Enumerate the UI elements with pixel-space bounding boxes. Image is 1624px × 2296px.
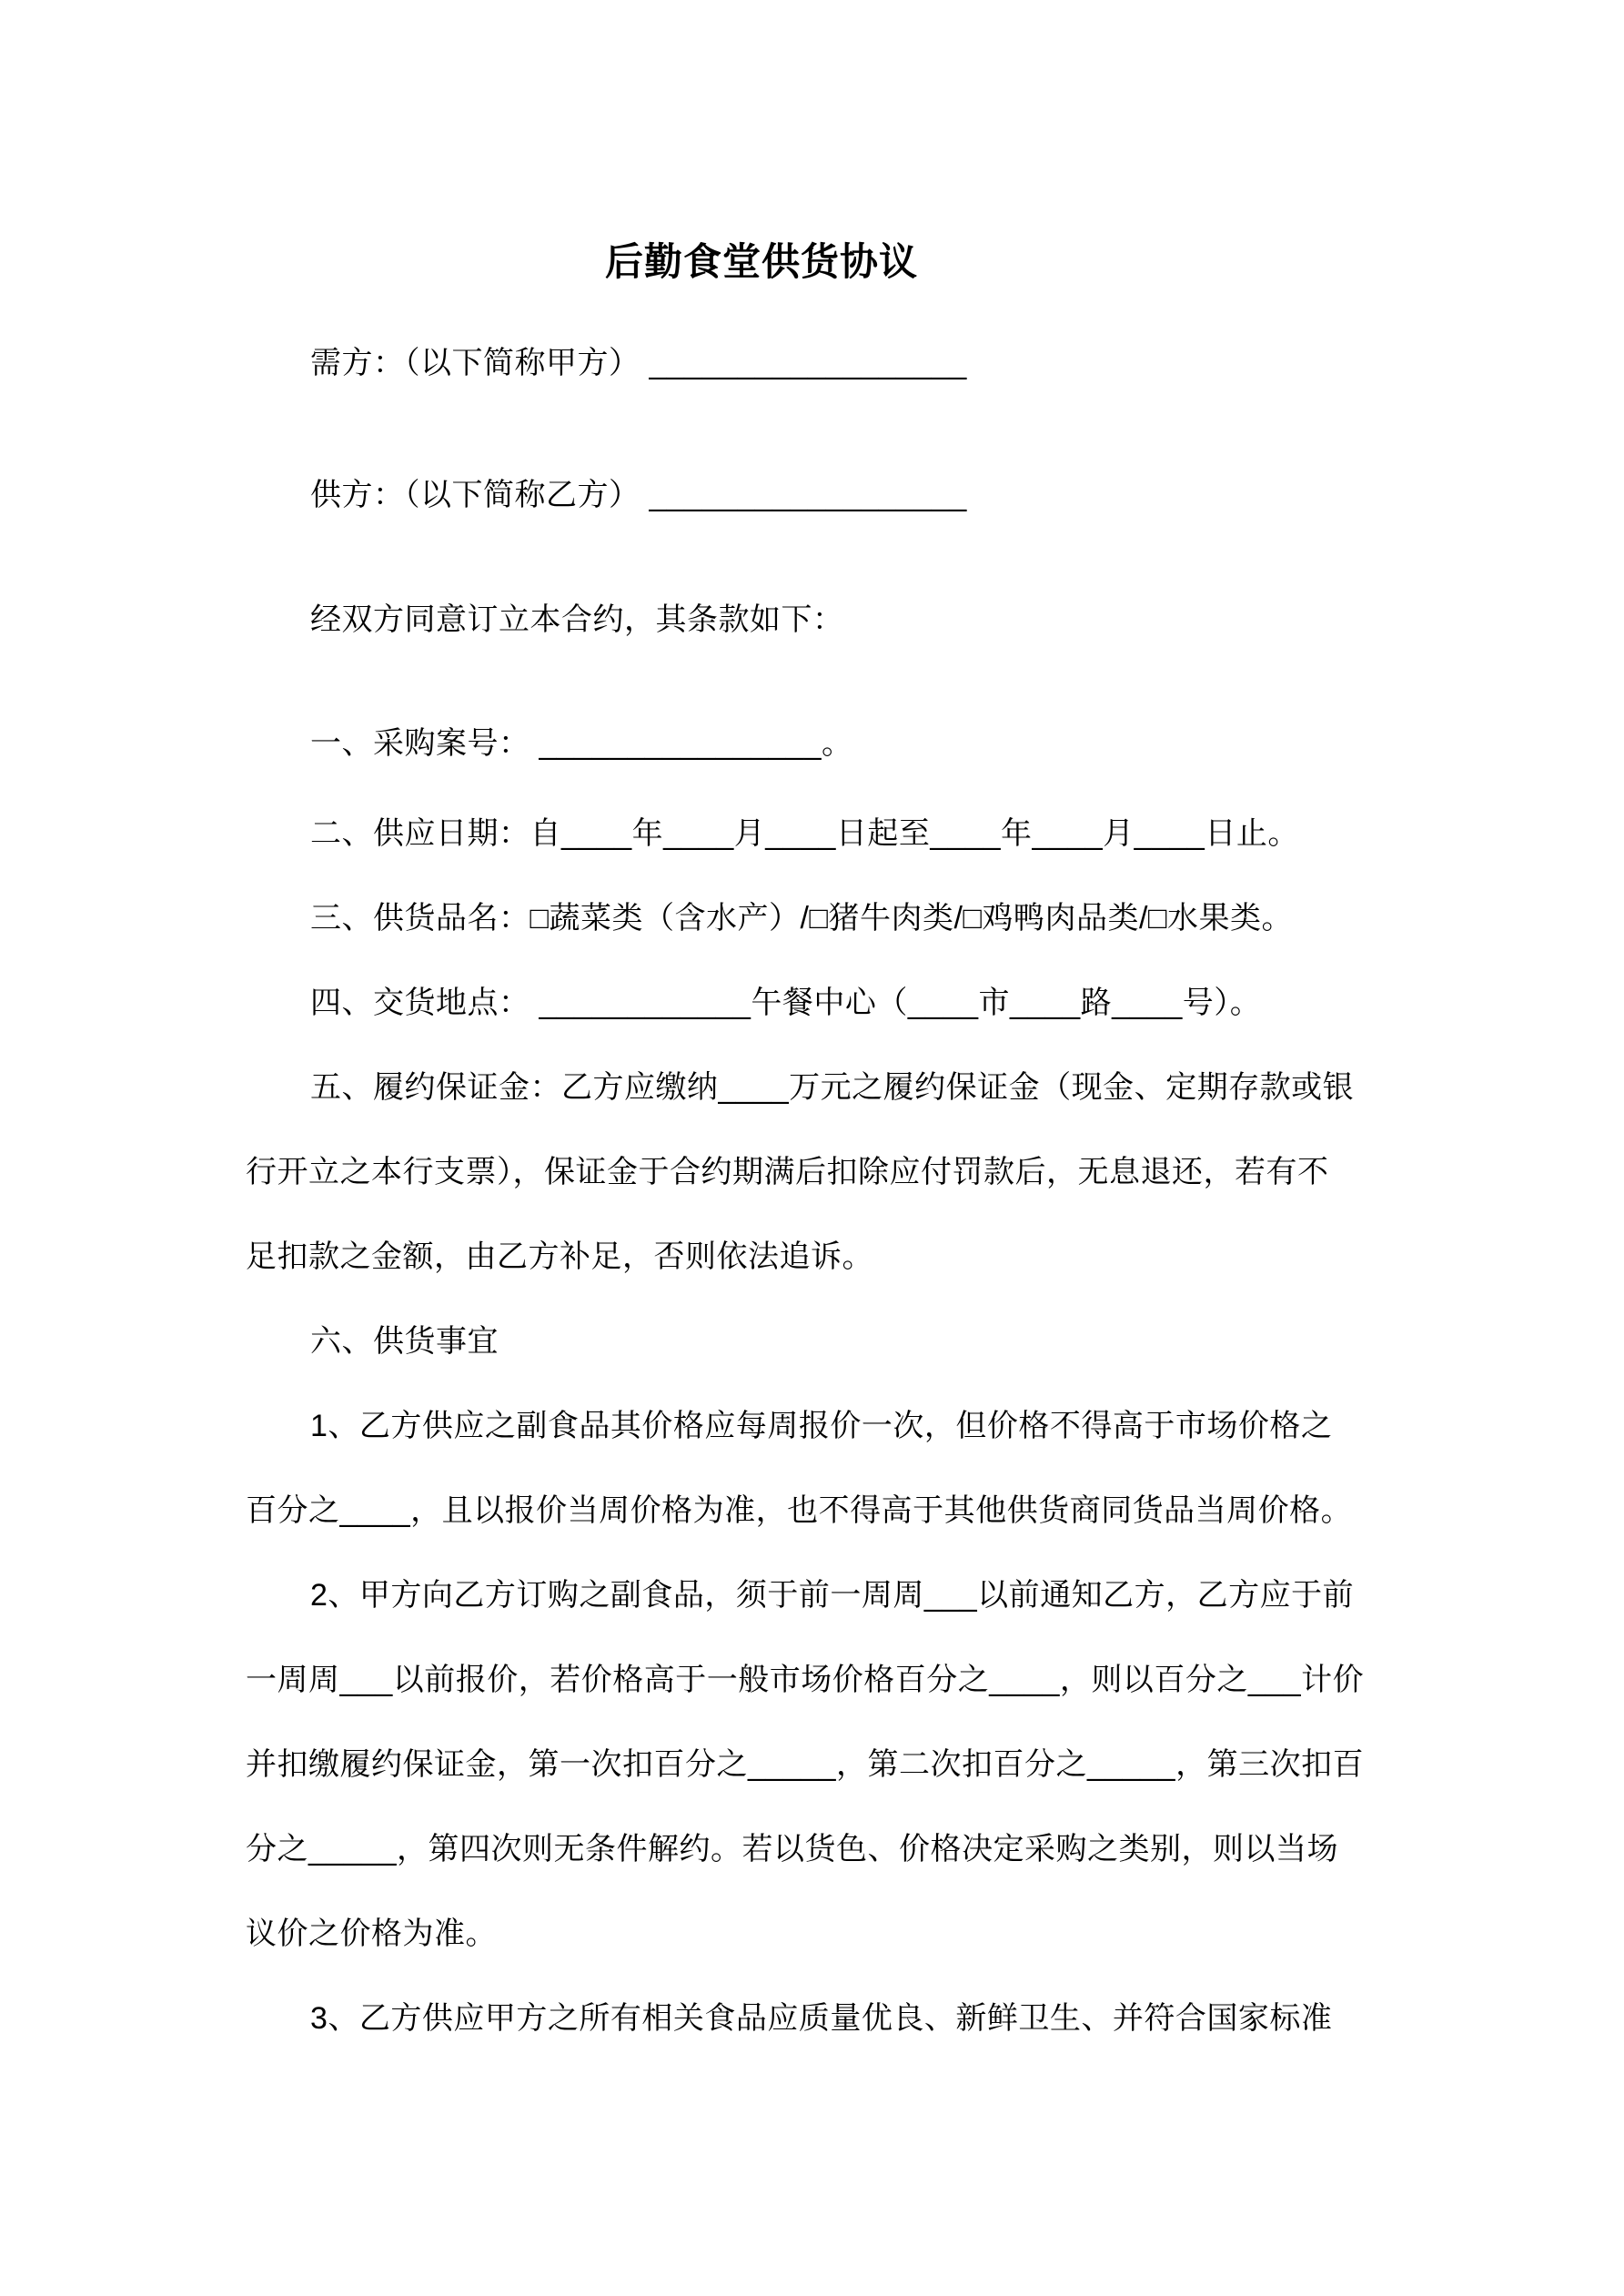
clause-6-item-2-line-5: 议价之价格为准。: [246, 1917, 497, 1951]
clause-5-deposit-line-2: 行开立之本行支票），保证金于合约期满后扣除应付罚款后，无息退还，若有不: [246, 1155, 1329, 1189]
clause-5-deposit-line-1: 五、履约保证金：乙方应缴纳____万元之履约保证金（现金、定期存款或银: [310, 1070, 1355, 1105]
clause-6-item-1-line-1: 1、乙方供应之副食品其价格应每周报价一次，但价格不得高于市场价格之: [310, 1409, 1333, 1443]
clause-6-item-2-line-2: 一周周___以前报价，若价格高于一般市场价格百分之____，则以百分之___计价: [246, 1663, 1365, 1697]
clause-6-item-2-line-1: 2、甲方向乙方订购之副食品，须于前一周周___以前通知乙方，乙方应于前: [310, 1578, 1355, 1613]
clause-5-deposit-line-3: 足扣款之金额，由乙方补足，否则依法追诉。: [246, 1239, 873, 1274]
preamble-line: 经双方同意订立本合约，其条款如下：: [310, 602, 844, 637]
clause-1-procurement-number: 一、采购案号： ________________。: [310, 726, 853, 761]
party-b-line: 供方：（以下简称乙方） __________________: [310, 478, 967, 512]
clause-6-item-2-line-3: 并扣缴履约保证金，第一次扣百分之_____，第二次扣百分之_____，第三次扣百: [246, 1747, 1365, 1782]
document-title: 后勤食堂供货协议: [605, 240, 919, 283]
clause-6-item-2-line-4: 分之_____，第四次则无条件解约。若以货色、价格决定采购之类别，则以当场: [246, 1832, 1339, 1866]
clause-3-goods-categories: 三、供货品名：□蔬菜类（含水产）/□猪牛肉类/□鸡鸭肉品类/□水果类。: [310, 901, 1293, 936]
clause-4-delivery-place: 四、交货地点： ____________午餐中心（____市____路____号）。: [310, 986, 1262, 1020]
clause-6-heading: 六、供货事宜: [310, 1324, 499, 1359]
party-a-line: 需方：（以下简称甲方） __________________: [310, 346, 967, 380]
clause-2-supply-dates: 二、供应日期：自____年____月____日起至____年____月____日止。: [310, 816, 1299, 851]
clause-6-item-3-line-1: 3、乙方供应甲方之所有相关食品应质量优良、新鲜卫生、并符合国家标准: [310, 2001, 1333, 2036]
clause-6-item-1-line-2: 百分之____，且以报价当周价格为准，也不得高于其他供货商同货品当周价格。: [246, 1493, 1353, 1528]
